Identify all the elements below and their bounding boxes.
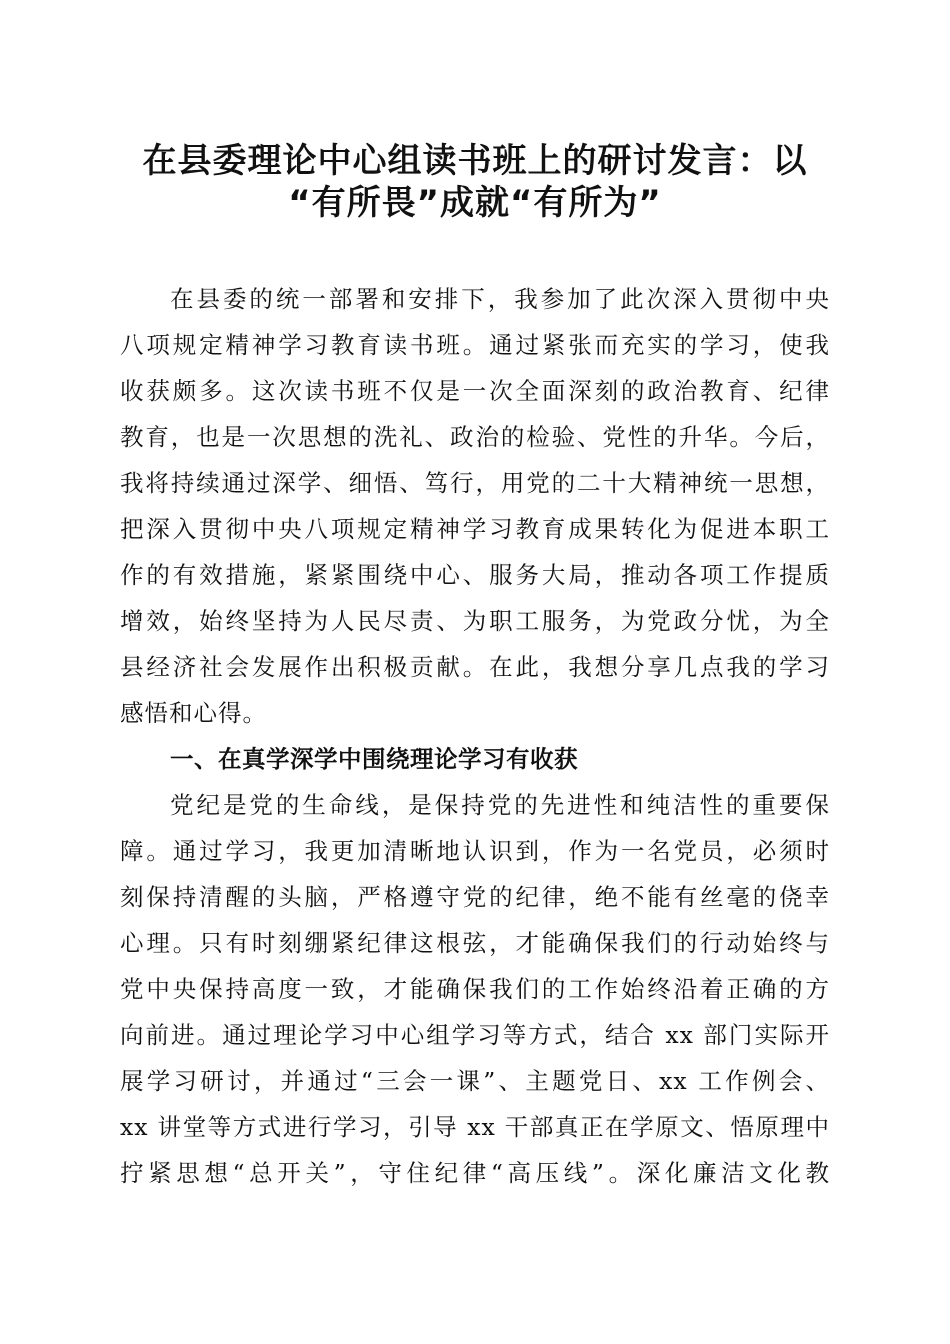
- paragraph-line: 在县委的统一部署和安排下，我参加了此次深入贯彻中央: [170, 285, 830, 313]
- paragraph-line: 展学习研讨，并通过“三会一课”、主题党日、xx 工作例会、: [120, 1067, 830, 1095]
- document-title: [120, 140, 830, 224]
- paragraph-line: 我将持续通过深学、细悟、笃行，用党的二十大精神统一思想，: [120, 469, 830, 497]
- paragraph-line: 八项规定精神学习教育读书班。通过紧张而充实的学习，使我: [120, 331, 830, 359]
- paragraph-line: 县经济社会发展作出积极贡献。在此，我想分享几点我的学习: [120, 653, 830, 681]
- section-heading: 一、在真学深学中围绕理论学习有收获: [170, 745, 578, 773]
- paragraph-line: 心理。只有时刻绷紧纪律这根弦，才能确保我们的行动始终与: [120, 929, 830, 957]
- paragraph-line: xx 讲堂等方式进行学习，引导 xx 干部真正在学原文、悟原理中: [120, 1113, 830, 1141]
- paragraph-line: 增效，始终坚持为人民尽责、为职工服务，为党政分忧，为全: [120, 607, 830, 635]
- paragraph-line: 向前进。通过理论学习中心组学习等方式，结合 xx 部门实际开: [120, 1021, 830, 1049]
- paragraph-line: 党纪是党的生命线，是保持党的先进性和纯洁性的重要保: [170, 791, 830, 819]
- paragraph-line: 作的有效措施，紧紧围绕中心、服务大局，推动各项工作提质: [120, 561, 830, 589]
- paragraph-line: 拧紧思想“总开关”，守住纪律“高压线”。深化廉洁文化教: [120, 1159, 830, 1187]
- paragraph-line: 刻保持清醒的头脑，严格遵守党的纪律，绝不能有丝毫的侥幸: [120, 883, 830, 911]
- paragraph-line: 教育，也是一次思想的洗礼、政治的检验、党性的升华。今后，: [120, 423, 830, 451]
- paragraph-line: 党中央保持高度一致，才能确保我们的工作始终沿着正确的方: [120, 975, 830, 1003]
- paragraph-line: 收获颇多。这次读书班不仅是一次全面深刻的政治教育、纪律: [120, 377, 830, 405]
- paragraph-intro: [120, 276, 830, 736]
- paragraph-line: 障。通过学习，我更加清晰地认识到，作为一名党员，必须时: [120, 837, 830, 865]
- paragraph-line: 感悟和心得。: [120, 699, 267, 727]
- document-body: [120, 276, 830, 1196]
- paragraph-section-1: [120, 782, 830, 1196]
- paragraph-line: 把深入贯彻中央八项规定精神学习教育成果转化为促进本职工: [120, 515, 830, 543]
- title-line-1: 在县委理论中心组读书班上的研讨发言：以: [142, 141, 808, 181]
- title-line-2: “有所畏”成就“有所为”: [288, 183, 662, 223]
